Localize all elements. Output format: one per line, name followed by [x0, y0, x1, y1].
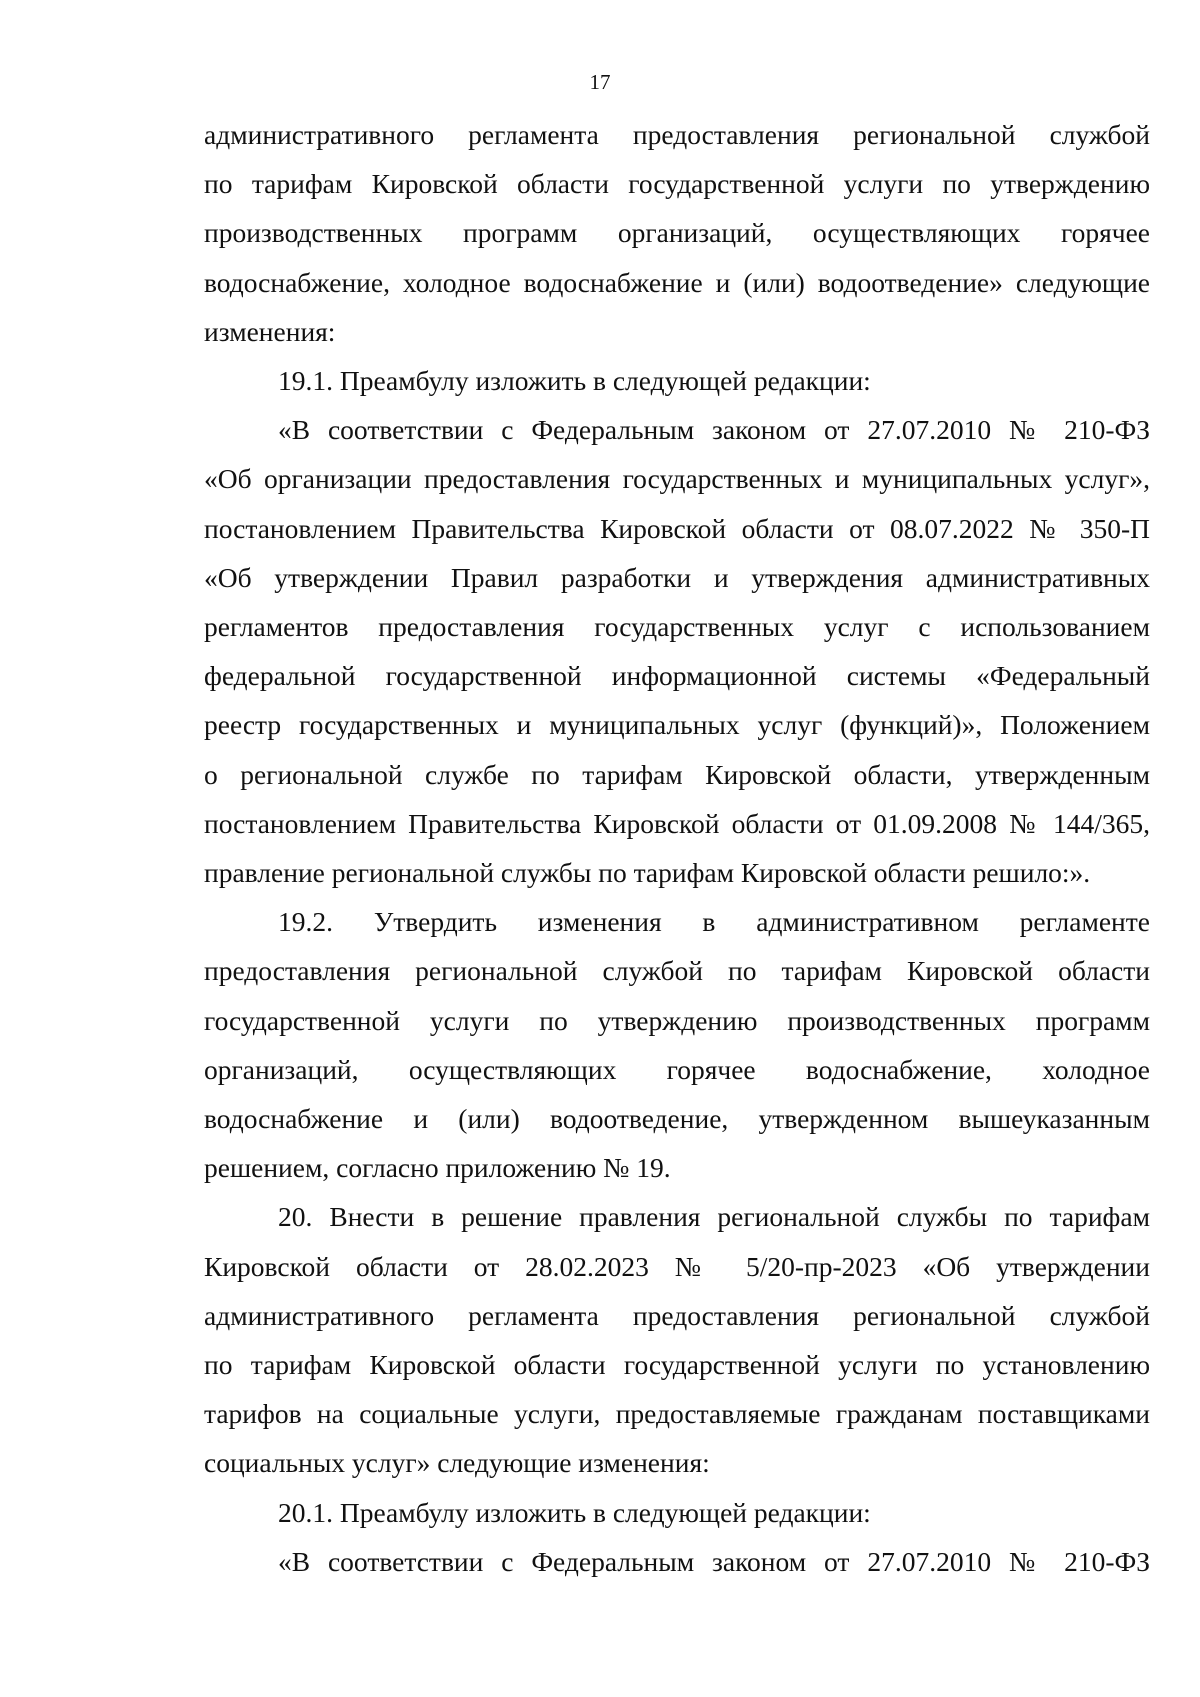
paragraph-20: социальных услуг» следующие изменения: — [204, 1447, 710, 1479]
paragraph-20-1: 20.1. Преамбулу изложить в следующей редакции: — [278, 1496, 871, 1528]
paragraph-continuation: водоснабжение, холодное водоснабжение и (или) водоотведение» следующие — [204, 266, 1150, 298]
paragraph-20: Кировской области от 28.02.2023 № 5/20-пр-2023 «Об утверждении — [204, 1250, 1150, 1282]
paragraph-19-1-preamble: реестр государственных и муниципальных услуг (функций)», Положением — [204, 709, 1150, 741]
paragraph-20: тарифов на социальные услуги, предоставляемые гражданам поставщиками — [204, 1398, 1150, 1430]
paragraph-continuation: административного регламента предоставления региональной службой — [204, 119, 1150, 150]
paragraph-19-1-preamble: «Об утверждении Правил разработки и утверждения административных — [204, 561, 1150, 593]
paragraph-20: 20. Внести в решение правления региональной службы по тарифам — [278, 1201, 1150, 1233]
paragraph-continuation: производственных программ организаций, осуществляющих горячее — [204, 217, 1150, 249]
paragraph-19-1-preamble: регламентов предоставления государственных услуг с использованием — [204, 611, 1150, 643]
paragraph-19-1-preamble: «Об организации предоставления государственных и муниципальных услуг», — [204, 463, 1150, 495]
paragraph-20: по тарифам Кировской области государственной услуги по установлению — [204, 1349, 1150, 1381]
paragraph-19-2: предоставления региональной службой по тарифам Кировской области — [204, 955, 1150, 987]
paragraph-19-1-preamble: постановлением Правительства Кировской области от 01.09.2008 № 144/365, — [204, 807, 1150, 839]
document-body — [204, 110, 1150, 1586]
paragraph-20: административного регламента предоставления региональной службой — [204, 1299, 1150, 1331]
paragraph-19-1-preamble: постановлением Правительства Кировской области от 08.07.2022 № 350-П — [204, 512, 1150, 544]
paragraph-19-1-preamble: о региональной службе по тарифам Кировской области, утвержденным — [204, 758, 1150, 790]
paragraph-19-1-preamble: «В соответствии с Федеральным законом от 27.07.2010 № 210-ФЗ — [278, 414, 1150, 446]
paragraph-19-2: организаций, осуществляющих горячее водоснабжение, холодное — [204, 1053, 1150, 1085]
paragraph-19-1-preamble: правление региональной службы по тарифам Кировской области решило:». — [204, 857, 1091, 889]
paragraph-19-1: 19.1. Преамбулу изложить в следующей редакции: — [278, 365, 871, 397]
paragraph-19-2: 19.2. Утвердить изменения в административном регламенте — [278, 906, 1150, 938]
paragraph-19-2: решением, согласно приложению № 19. — [204, 1152, 671, 1184]
page-number: 17 — [589, 70, 611, 94]
paragraph-20-1-preamble: «В соответствии с Федеральным законом от 27.07.2010 № 210-ФЗ — [278, 1545, 1150, 1577]
paragraph-continuation: изменения: — [204, 315, 336, 347]
paragraph-19-2: водоснабжение и (или) водоотведение, утвержденном вышеуказанным — [204, 1103, 1150, 1135]
paragraph-19-2: государственной услуги по утверждению производственных программ — [204, 1004, 1150, 1036]
paragraph-continuation: по тарифам Кировской области государственной услуги по утверждению — [204, 168, 1150, 200]
paragraph-19-1-preamble: федеральной государственной информационной системы «Федеральный — [204, 660, 1150, 692]
